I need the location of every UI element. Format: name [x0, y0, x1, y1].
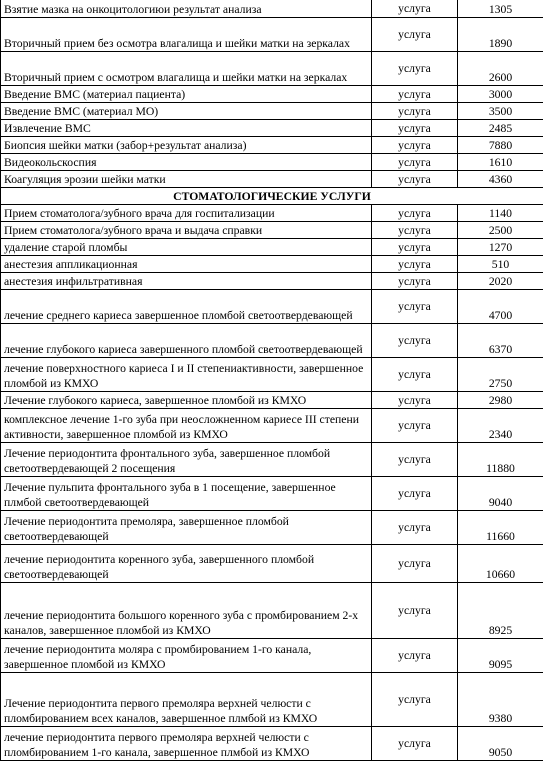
service-name-cell: анестезия инфильтративная [1, 273, 372, 290]
table-row [1, 290, 543, 324]
table-row [1, 673, 543, 727]
price-cell: 4700 [458, 290, 543, 324]
service-name-cell: анестезия аппликационная [1, 256, 372, 273]
unit-cell: услуга [372, 727, 458, 761]
service-name-cell: лечение периодонтита моляра с промбированием 1-го канала, завершенное пломбой из КМХО [1, 639, 372, 673]
service-name-cell: Лечение периодонтита премоляра, завершенное пломбой светоотвердевающей [1, 511, 372, 545]
service-name-cell: Лечение глубокого кариеса, завершенное пломбой из КМХО [1, 392, 372, 409]
price-cell: 10660 [458, 545, 543, 583]
price-table-body [1, 0, 543, 761]
table-row [1, 205, 543, 222]
table-row [1, 392, 543, 409]
price-cell: 2340 [458, 409, 543, 443]
price-cell: 2500 [458, 222, 543, 239]
price-cell: 2485 [458, 120, 543, 137]
service-name-cell: лечение периодонтита первого премоляра верхней челюсти с пломбированием 1-го канала, завершенное плмбой из КМХО [1, 727, 372, 761]
service-name-cell: Извлечение ВМС [1, 120, 372, 137]
unit-cell: услуга [372, 583, 458, 639]
table-row [1, 222, 543, 239]
unit-cell: услуга [372, 103, 458, 120]
price-cell: 9040 [458, 477, 543, 511]
service-name-cell: комплексное лечение 1-го зуба при неосложненном кариесе III степени активности, завершенное пломбой из КМХО [1, 409, 372, 443]
table-row [1, 273, 543, 290]
unit-cell: услуга [372, 511, 458, 545]
table-row [1, 239, 543, 256]
service-name-cell: Взятие мазка на онкоцитологиюи результат анализа [1, 0, 372, 18]
table-row [1, 256, 543, 273]
unit-cell: услуга [372, 205, 458, 222]
price-cell: 510 [458, 256, 543, 273]
price-cell: 6370 [458, 324, 543, 358]
unit-cell: услуга [372, 273, 458, 290]
unit-cell: услуга [372, 392, 458, 409]
table-row [1, 103, 543, 120]
table-row [1, 154, 543, 171]
unit-cell: услуга [372, 358, 458, 392]
price-cell: 1140 [458, 205, 543, 222]
price-cell: 1610 [458, 154, 543, 171]
price-cell: 1270 [458, 239, 543, 256]
service-name-cell: Введение ВМС (материал МО) [1, 103, 372, 120]
unit-cell: услуга [372, 639, 458, 673]
table-row [1, 324, 543, 358]
service-name-cell: Лечение периодонтита фронтального зуба, завершенное пломбой светоотвердевающей 2 посещения [1, 443, 372, 477]
price-cell: 3000 [458, 86, 543, 103]
service-name-cell: лечение периодонтита большого коренного зуба с промбированием 2-х каналов, завершенное пломбой из КМХО [1, 583, 372, 639]
service-name-cell: лечение периодонтита коренного зуба, завершенного пломбой светоотвердевающей [1, 545, 372, 583]
price-cell: 2600 [458, 52, 543, 86]
table-row [1, 120, 543, 137]
table-row [1, 0, 543, 18]
unit-cell: услуга [372, 239, 458, 256]
table-row [1, 171, 543, 188]
service-name-cell: лечение среднего кариеса завершенное пломбой светоотвердевающей [1, 290, 372, 324]
service-name-cell: Введение ВМС (материал пациента) [1, 86, 372, 103]
price-cell: 9050 [458, 727, 543, 761]
service-name-cell: лечение глубокого кариеса завершенного пломбой светоотвердевающей [1, 324, 372, 358]
service-name-cell: Биопсия шейки матки (забор+результат анализа) [1, 137, 372, 154]
unit-cell: услуга [372, 545, 458, 583]
table-row [1, 545, 543, 583]
table-row [1, 52, 543, 86]
section-title: СТОМАТОЛОГИЧЕСКИЕ УСЛУГИ [1, 188, 543, 205]
table-row [1, 639, 543, 673]
service-name-cell: Лечение периодонтита первого премоляра верхней челюсти с пломбированием всех каналов, завершенное плмбой из КМХО [1, 673, 372, 727]
unit-cell: услуга [372, 477, 458, 511]
price-cell: 1305 [458, 0, 543, 18]
table-row [1, 18, 543, 52]
table-row [1, 358, 543, 392]
table-row [1, 86, 543, 103]
table-row [1, 727, 543, 761]
table-row [1, 511, 543, 545]
price-cell: 9095 [458, 639, 543, 673]
unit-cell: услуга [372, 137, 458, 154]
unit-cell: услуга [372, 171, 458, 188]
price-cell: 2020 [458, 273, 543, 290]
service-name-cell: Прием стоматолога/зубного врача и выдача справки [1, 222, 372, 239]
service-name-cell: Вторичный прием без осмотра влагалища и шейки матки на зеркалах [1, 18, 372, 52]
price-cell: 11660 [458, 511, 543, 545]
unit-cell: услуга [372, 443, 458, 477]
service-name-cell: Коагуляция эрозии шейки матки [1, 171, 372, 188]
price-cell: 9380 [458, 673, 543, 727]
unit-cell: услуга [372, 324, 458, 358]
unit-cell: услуга [372, 673, 458, 727]
price-cell: 7880 [458, 137, 543, 154]
service-name-cell: Лечение пульпита фронтального зуба в 1 посещение, завершенное плмбой светоотвердевающей [1, 477, 372, 511]
unit-cell: услуга [372, 222, 458, 239]
price-cell: 2750 [458, 358, 543, 392]
price-cell: 2980 [458, 392, 543, 409]
table-row [1, 443, 543, 477]
service-name-cell: лечение поверхностного кариеса I и II степениактивности, завершенное пломбой из КМХО [1, 358, 372, 392]
section-header-row [1, 188, 543, 205]
price-cell: 3500 [458, 103, 543, 120]
service-name-cell: Видеокольскоспия [1, 154, 372, 171]
unit-cell: услуга [372, 86, 458, 103]
unit-cell: услуга [372, 409, 458, 443]
unit-cell: услуга [372, 52, 458, 86]
table-row [1, 137, 543, 154]
unit-cell: услуга [372, 290, 458, 324]
unit-cell: услуга [372, 18, 458, 52]
price-cell: 1890 [458, 18, 543, 52]
service-name-cell: Вторичный прием с осмотром влагалища и шейки матки на зеркалах [1, 52, 372, 86]
price-cell: 11880 [458, 443, 543, 477]
service-name-cell: Прием стоматолога/зубного врача для госпитализации [1, 205, 372, 222]
table-row [1, 477, 543, 511]
unit-cell: услуга [372, 256, 458, 273]
price-cell: 4360 [458, 171, 543, 188]
unit-cell: услуга [372, 154, 458, 171]
table-row [1, 409, 543, 443]
unit-cell: услуга [372, 120, 458, 137]
unit-cell: услуга [372, 0, 458, 18]
price-cell: 8925 [458, 583, 543, 639]
service-name-cell: удаление старой пломбы [1, 239, 372, 256]
table-row [1, 583, 543, 639]
